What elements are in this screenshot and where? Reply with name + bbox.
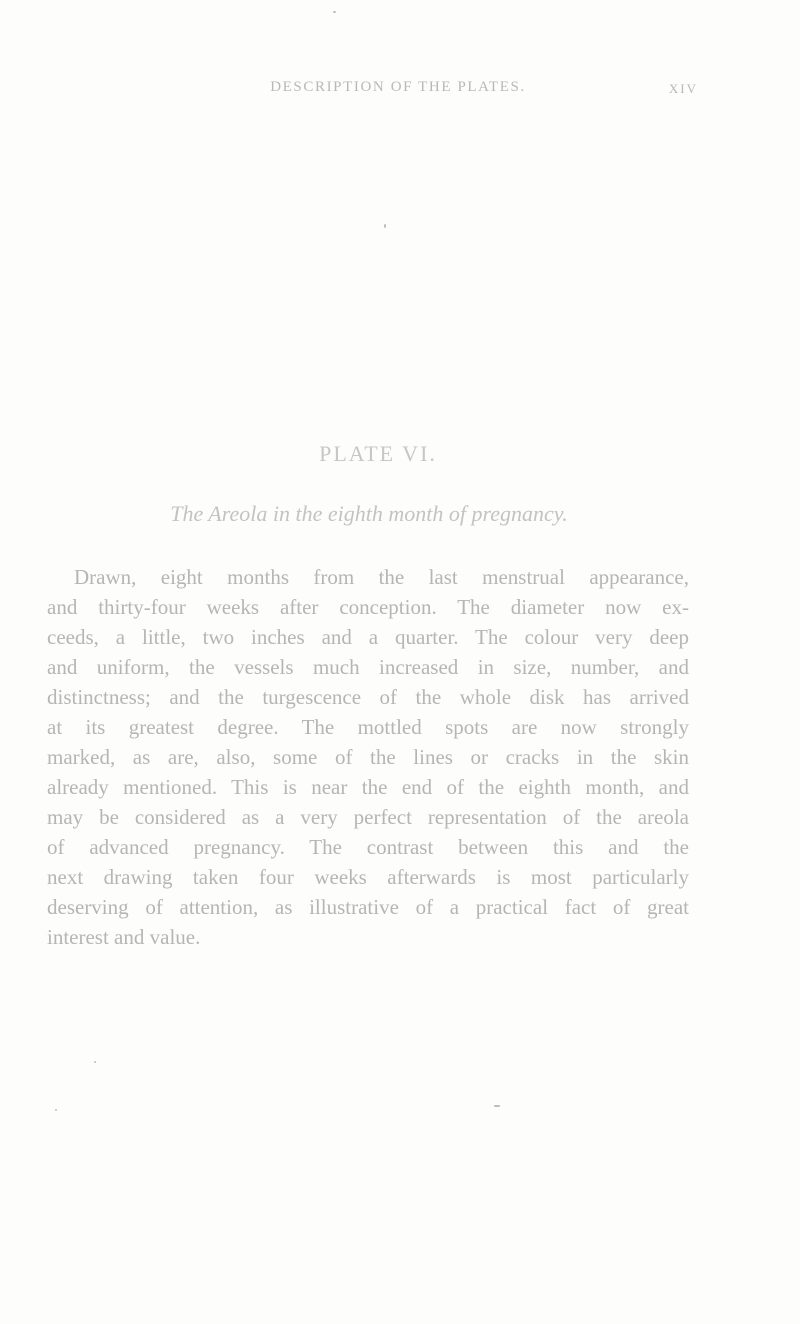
body-line: distinctness; and the turgescence of the whole disk has arrived [47, 685, 689, 709]
body-paragraph [47, 562, 689, 952]
body-line: of advanced pregnancy. The contrast between this and the [47, 835, 689, 859]
paper-speck [494, 1105, 500, 1107]
paper-speck [55, 1109, 57, 1111]
body-line: ceeds, a little, two inches and a quarter. The colour very deep [47, 625, 689, 649]
body-line: marked, as are, also, some of the lines or cracks in the skin [47, 745, 689, 769]
body-line: interest and value. [47, 925, 201, 949]
body-line: next drawing taken four weeks afterwards is most particularly [47, 865, 689, 889]
paper-speck [384, 224, 386, 228]
paper-speck [333, 11, 336, 13]
body-line: and thirty-four weeks after conception. The diameter now ex- [47, 595, 689, 619]
body-line: deserving of attention, as illustrative of a practical fact of great [47, 895, 689, 919]
body-line: and uniform, the vessels much increased in size, number, and [47, 655, 689, 679]
plate-title: PLATE VI. [319, 441, 437, 466]
page-header [48, 77, 698, 105]
body-line: already mentioned. This is near the end of the eighth month, and [47, 775, 689, 799]
page-number: xiv [668, 77, 698, 97]
plate-subtitle: The Areola in the eighth month of pregnancy. [170, 501, 568, 526]
running-title: DESCRIPTION OF THE PLATES. [270, 79, 526, 95]
paper-speck [94, 1061, 96, 1063]
body-line: Drawn, eight months from the last menstrual appearance, [74, 565, 689, 589]
body-line: at its greatest degree. The mottled spots are now strongly [47, 715, 689, 739]
body-line: may be considered as a very perfect representation of the areola [47, 805, 689, 829]
